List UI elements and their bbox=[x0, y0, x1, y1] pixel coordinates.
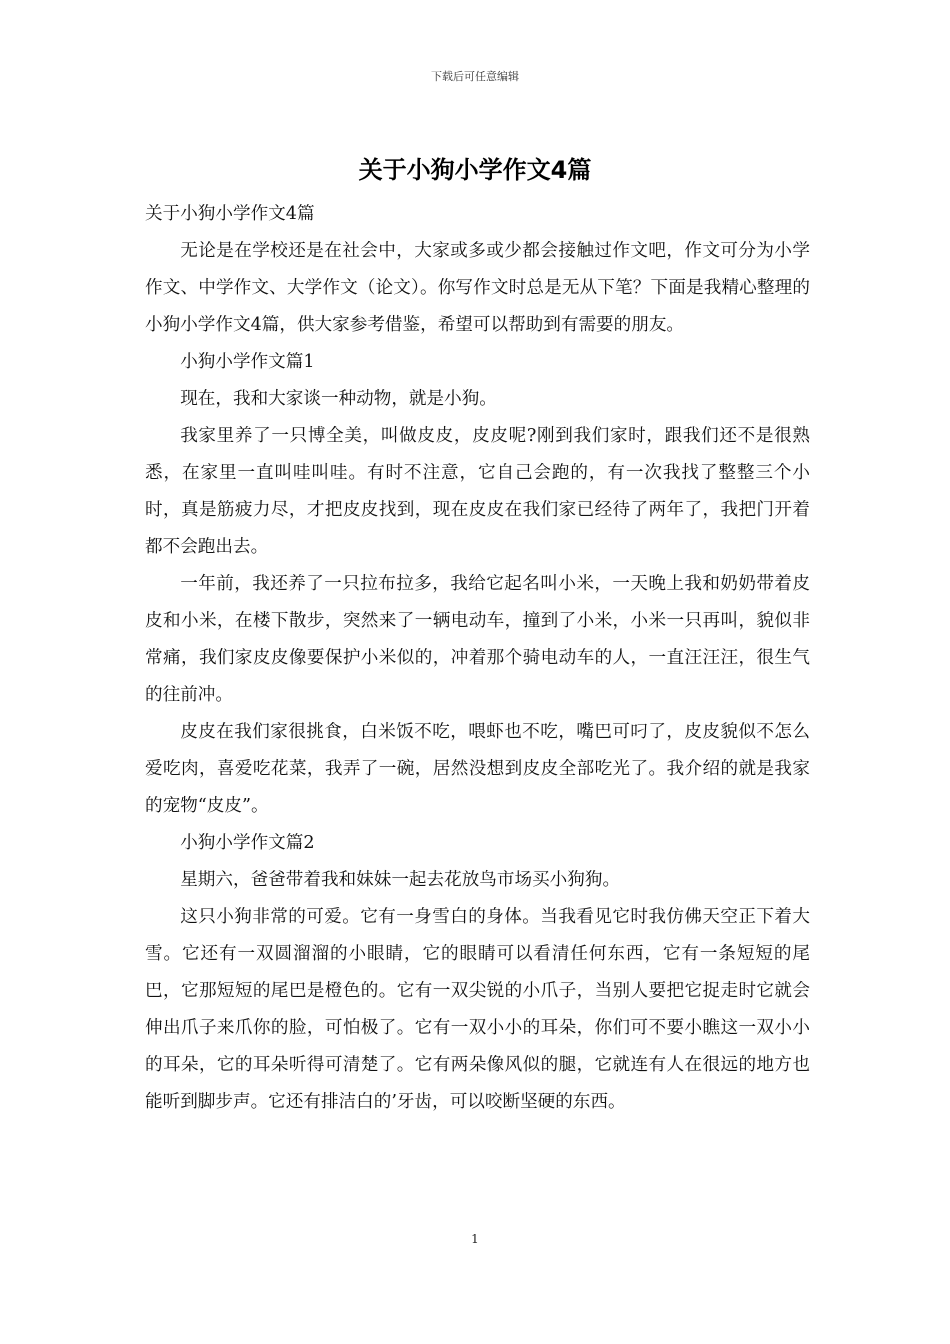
document-title: 关于小狗小学作文4篇 bbox=[358, 156, 592, 184]
paragraph: 星期六，爸爸带着我和妹妹一起去花放鸟市场买小狗狗。 bbox=[180, 870, 621, 890]
paragraph: 一年前，我还养了一只拉布拉多，我给它起名叫小米，一天晚上我和奶奶带着皮皮和小米，在楼下散步，突然来了一辆电动车，撞到了小米，小米一只再叫，貌似非常痛，我们家皮皮像要保护小米似的，冲着那个骑电动车的人，一直汪汪汪，很生气的往前冲。 bbox=[145, 574, 810, 705]
page-number: 1 bbox=[471, 1232, 479, 1246]
paragraph: 皮皮在我们家很挑食，白米饭不吃，喂虾也不吃，嘴巴可叼了，皮皮貌似不怎么爱吃肉，喜爱吃花菜，我弄了一碗，居然没想到皮皮全部吃光了。我介绍的就是我家的宠物“皮皮”。 bbox=[145, 722, 810, 816]
paragraph: 这只小狗非常的可爱。它有一身雪白的身体。当我看见它时我仿佛天空正下着大雪。它还有一双圆溜溜的小眼睛，它的眼睛可以看清任何东西，它有一条短短的尾巴，它那短短的尾巴是橙色的。它有一双尖锐的小爪子，当别人要把它捉走时它就会伸出爪子来爪你的脸，可怕极了。它有一双小小的耳朵，你们可不要小瞧这一双小小的耳朵，它的耳朵听得可清楚了。它有两朵像风似的腿，它就连有人在很远的地方也能听到脚步声。它还有排洁白的’牙齿，可以咬断坚硬的东西。 bbox=[145, 907, 810, 1112]
subtitle-line: 关于小狗小学作文4篇 bbox=[145, 204, 315, 224]
header-note: 下载后可任意编辑 bbox=[431, 70, 519, 83]
section-heading-1: 小狗小学作文篇1 bbox=[180, 352, 315, 372]
intro-paragraph: 无论是在学校还是在社会中，大家或多或少都会接触过作文吧，作文可分为小学作文、中学作文、大学作文（论文）。你写作文时总是无从下笔？下面是我精心整理的小狗小学作文4篇，供大家参考借鉴，希望可以帮助到有需要的朋友。 bbox=[145, 241, 810, 335]
paragraph: 我家里养了一只博全美，叫做皮皮，皮皮呢?刚到我们家时，跟我们还不是很熟悉，在家里一直叫哇叫哇。有时不注意，它自己会跑的，有一次我找了整整三个小时，真是筋疲力尽，才把皮皮找到，现在皮皮在我们家已经待了两年了，我把门开着都不会跑出去。 bbox=[145, 426, 810, 557]
paragraph: 现在，我和大家谈一种动物，就是小狗。 bbox=[180, 389, 497, 409]
document-body bbox=[145, 196, 810, 1121]
section-heading-2: 小狗小学作文篇2 bbox=[180, 833, 315, 853]
